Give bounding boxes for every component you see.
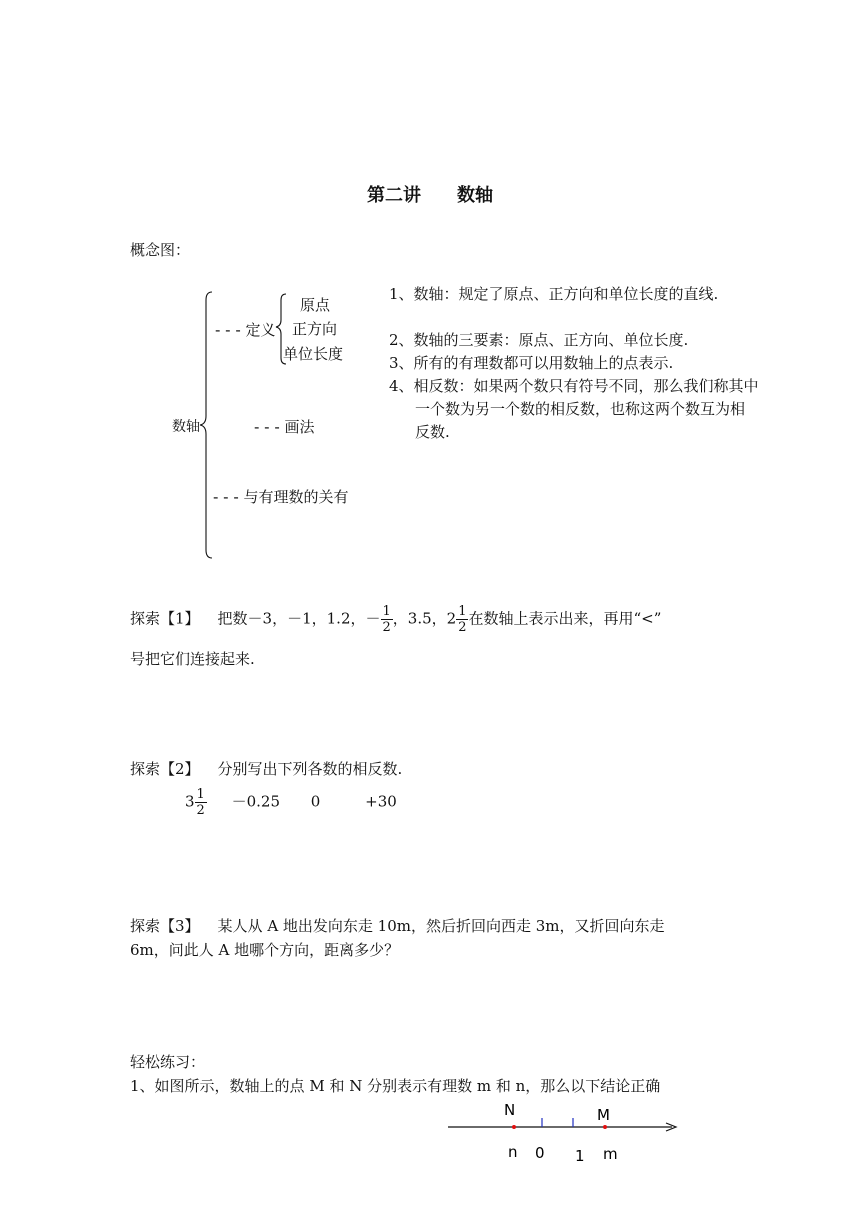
explore-1-text-a: 把数－3，－1，1.2，－ — [217, 609, 381, 628]
explore-1-line-2: 号把它们连接起来. — [130, 650, 255, 668]
number-neg-025: －0.25 — [231, 792, 281, 811]
explore-3-text: 某人从 A 地出发向东走 10m，然后折回向西走 3m，又折回向东走 — [217, 917, 665, 935]
tree-root: 数轴 — [172, 419, 200, 435]
point-m — [603, 1125, 607, 1129]
note-1: 1、数轴：规定了原点、正方向和单位长度的直线. — [389, 285, 719, 303]
explore-2-line-1 — [130, 755, 402, 784]
mixed-number-whole: 3 — [185, 792, 195, 811]
concept-map-label: 概念图： — [130, 241, 191, 259]
label-N: N — [504, 1101, 516, 1119]
explore-1-text-b: ，3.5，2 — [392, 609, 457, 628]
explore-2-label: 探索【2】 — [130, 760, 200, 778]
fraction-half-b: $\frac{1}{2}$ — [458, 604, 467, 635]
tree-def-unit: 单位长度 — [283, 345, 344, 363]
label-M: M — [597, 1106, 610, 1124]
tree-definition: - - - 定义 — [215, 321, 276, 339]
explore-3-label: 探索【3】 — [130, 917, 200, 935]
tree-def-direction: 正方向 — [292, 320, 338, 338]
note-2: 2、数轴的三要素：原点、正方向、单位长度. — [389, 331, 689, 349]
note-3: 3、所有的有理数都可以用数轴上的点表示. — [389, 354, 674, 372]
fraction-half-a: $\frac{1}{2}$ — [382, 604, 391, 635]
page-title: 第二讲 数轴 — [367, 185, 493, 206]
label-one: 1 — [575, 1147, 585, 1165]
number-plus-30: +30 — [365, 792, 397, 811]
label-n: n — [508, 1143, 518, 1161]
note-4: 4、相反数：如果两个数只有符号不同，那么我们称其中一个数为另一个数的相反数，也称这两个数互为相反数. — [389, 377, 759, 441]
explore-1-label: 探索【1】 — [130, 609, 200, 628]
label-m: m — [603, 1145, 618, 1163]
explore-1-text-c: 在数轴上表示出来，再用“<” — [468, 609, 662, 628]
number-line-figure — [440, 1096, 690, 1168]
tree-def-origin: 原点 — [300, 296, 331, 314]
number-zero: 0 — [310, 792, 321, 811]
explore-1-line-1 — [130, 604, 661, 635]
tree-drawing: - - - 画法 — [254, 418, 315, 436]
practice-question-1: 1、如图所示，数轴上的点 M 和 N 分别表示有理数 m 和 n，那么以下结论正确 — [130, 1077, 661, 1095]
explore-3-line-2: 6m，问此人 A 地哪个方向，距离多少？ — [130, 941, 400, 959]
mixed-number-fraction: $\frac{1}{2}$ — [196, 787, 205, 818]
explore-2-numbers — [185, 787, 397, 818]
point-n — [512, 1125, 516, 1129]
explore-2-text: 分别写出下列各数的相反数. — [217, 760, 403, 778]
big-brace — [200, 292, 212, 558]
label-zero: 0 — [535, 1144, 545, 1162]
tree-relation: - - - 与有理数的关有 — [213, 488, 349, 506]
practice-label: 轻松练习： — [130, 1053, 206, 1071]
